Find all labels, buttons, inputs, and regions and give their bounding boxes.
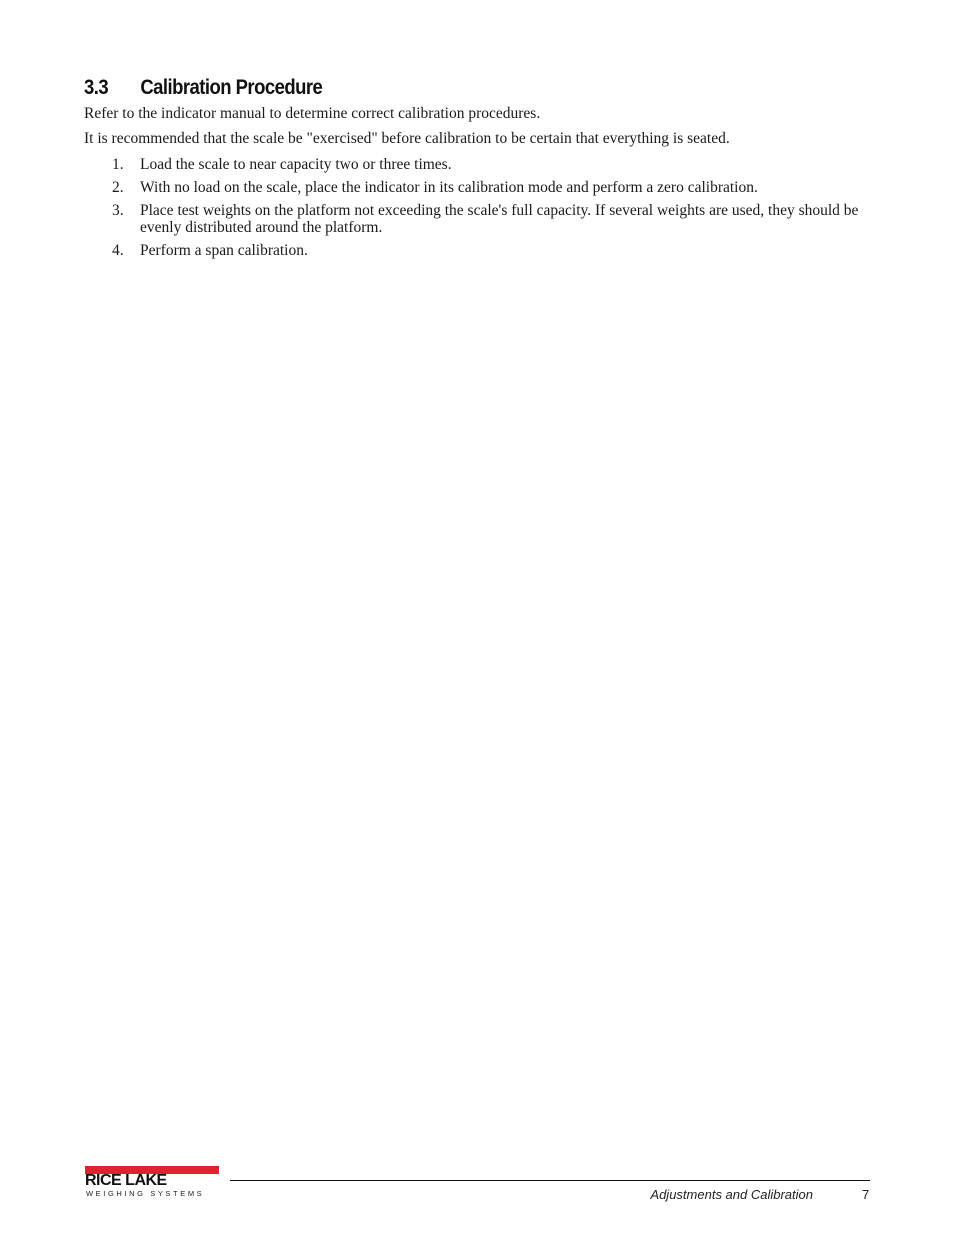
list-item (84, 156, 874, 173)
footer-divider (230, 1180, 870, 1181)
intro-paragraph: Refer to the indicator manual to determine correct calibration procedures. (84, 105, 541, 122)
section-title: Calibration Procedure (140, 76, 323, 99)
section-number: 3.3 (84, 76, 109, 99)
step-number: 2. (112, 179, 124, 196)
recommendation-paragraph: It is recommended that the scale be "exercised" before calibration to be certain that everything is seated. (84, 130, 730, 147)
list-item (84, 202, 874, 236)
calibration-steps-list (84, 156, 874, 265)
step-number: 4. (112, 242, 124, 259)
step-text: Perform a span calibration. (140, 242, 308, 259)
step-text: With no load on the scale, place the indicator in its calibration mode and perform a zero calibration. (140, 179, 758, 196)
rice-lake-logo (85, 1166, 221, 1200)
list-item (84, 179, 874, 196)
step-number: 3. (112, 202, 124, 219)
section-heading (84, 76, 322, 100)
step-number: 1. (112, 156, 124, 173)
footer-chapter-title: Adjustments and Calibration (650, 1187, 813, 1202)
step-text: Load the scale to near capacity two or three times. (140, 156, 452, 173)
step-text: Place test weights on the platform not exceeding the scale's full capacity. If several weights are used, they should be evenly distributed around the platform. (140, 202, 859, 236)
page-number: 7 (862, 1187, 870, 1202)
logo-wordmark: RICE LAKE (85, 1172, 167, 1189)
logo-tagline: WEIGHING SYSTEMS (86, 1189, 205, 1198)
list-item (84, 242, 874, 259)
